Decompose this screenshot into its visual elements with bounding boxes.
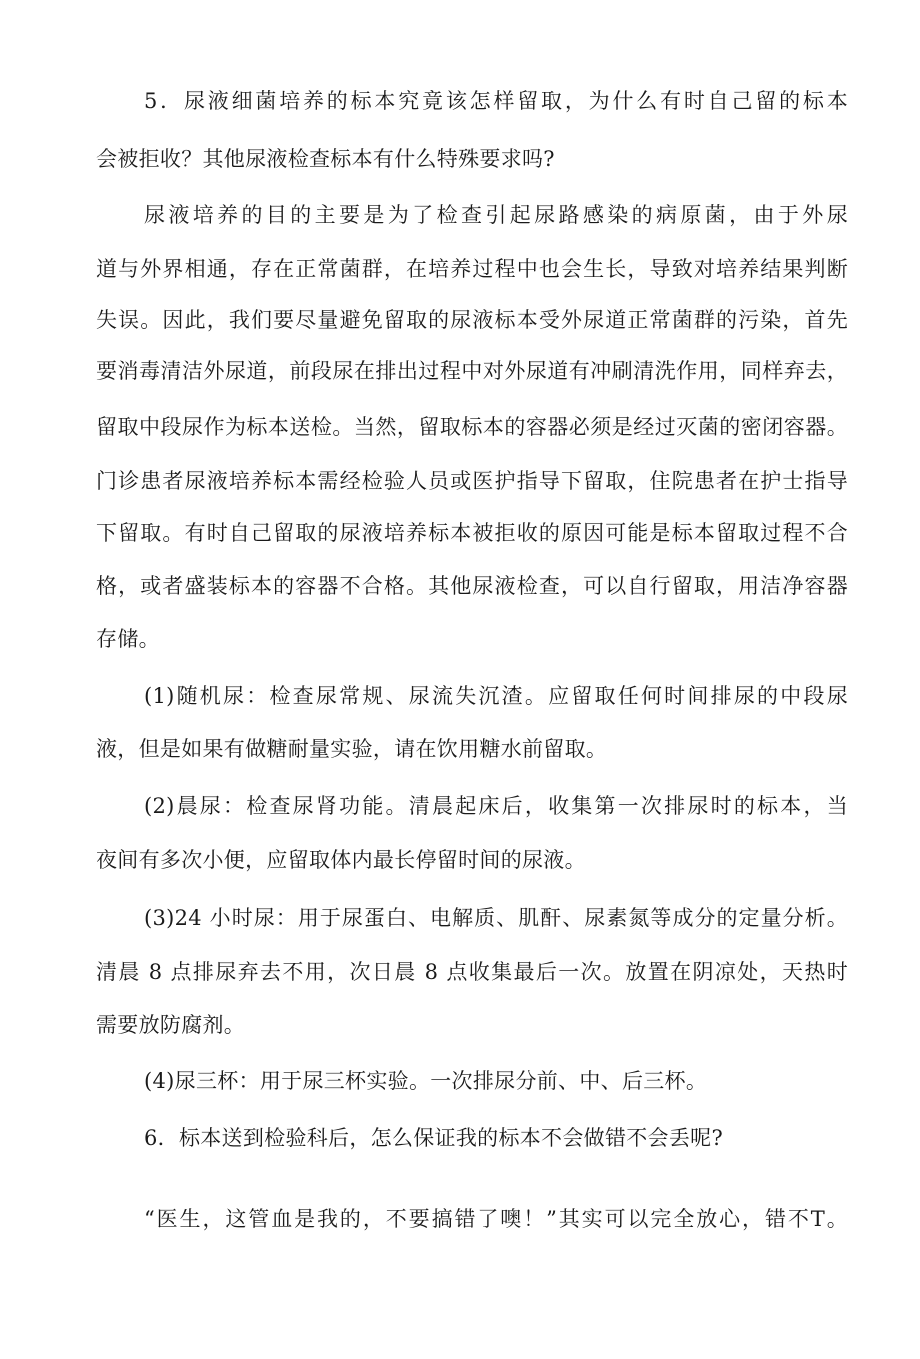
- text-line: 存储。: [96, 627, 160, 651]
- text-line: 会被拒收？其他尿液检查标本有什么特殊要求吗?: [96, 147, 555, 171]
- text-line: 门诊患者尿液培养标本需经检验人员或医护指导下留取，住院患者在护士指导: [96, 469, 848, 493]
- text-line: 留取中段尿作为标本送检。当然，留取标本的容器必须是经过灭菌的密闭容器。: [96, 415, 848, 439]
- text-line: 道与外界相通，存在正常菌群，在培养过程中也会生长，导致对培养结果判断: [96, 257, 848, 281]
- text-line: 清晨 8 点排尿弃去不用，次日晨 8 点收集最后一次。放置在阴凉处，天热时: [96, 960, 848, 984]
- text-line: 夜间有多次小便，应留取体内最长停留时间的尿液。: [96, 848, 586, 872]
- text-line: 格，或者盛装标本的容器不合格。其他尿液检查，可以自行留取，用洁净容器: [96, 574, 848, 598]
- text-line: 需要放防腐剂。: [96, 1013, 246, 1037]
- text-line: 下留取。有时自己留取的尿液培养标本被拒收的原因可能是标本留取过程不合: [96, 521, 848, 545]
- text-line: (2)晨尿：检查尿肾功能。清晨起床后，收集第一次排尿时的标本，当: [144, 794, 848, 818]
- text-line: (3)24 小时尿：用于尿蛋白、电解质、肌酐、尿素氮等成分的定量分析。: [144, 906, 848, 930]
- text-line: 液，但是如果有做糖耐量实验，请在饮用糖水前留取。: [96, 737, 608, 761]
- text-line: “医生，这管血是我的，不要搞错了噢！”其实可以完全放心，错不T。: [144, 1207, 848, 1231]
- text-line: 要消毒清洁外尿道，前段尿在排出过程中对外尿道有冲刷清洗作用，同样弃去，: [96, 359, 848, 383]
- text-line: 6．标本送到检验科后，怎么保证我的标本不会做错不会丢呢?: [144, 1126, 724, 1150]
- text-line: (4)尿三杯：用于尿三杯实验。一次排尿分前、中、后三杯。: [144, 1069, 708, 1093]
- text-line: 尿液培养的目的主要是为了检查引起尿路感染的病原菌，由于外尿: [144, 203, 848, 227]
- text-line: 5．尿液细菌培养的标本究竟该怎样留取，为什么有时自己留的标本: [144, 89, 848, 113]
- text-line: 失误。因此，我们要尽量避免留取的尿液标本受外尿道正常菌群的污染，首先: [96, 308, 848, 332]
- text-line: (1)随机尿：检查尿常规、尿流失沉渣。应留取任何时间排尿的中段尿: [144, 684, 848, 708]
